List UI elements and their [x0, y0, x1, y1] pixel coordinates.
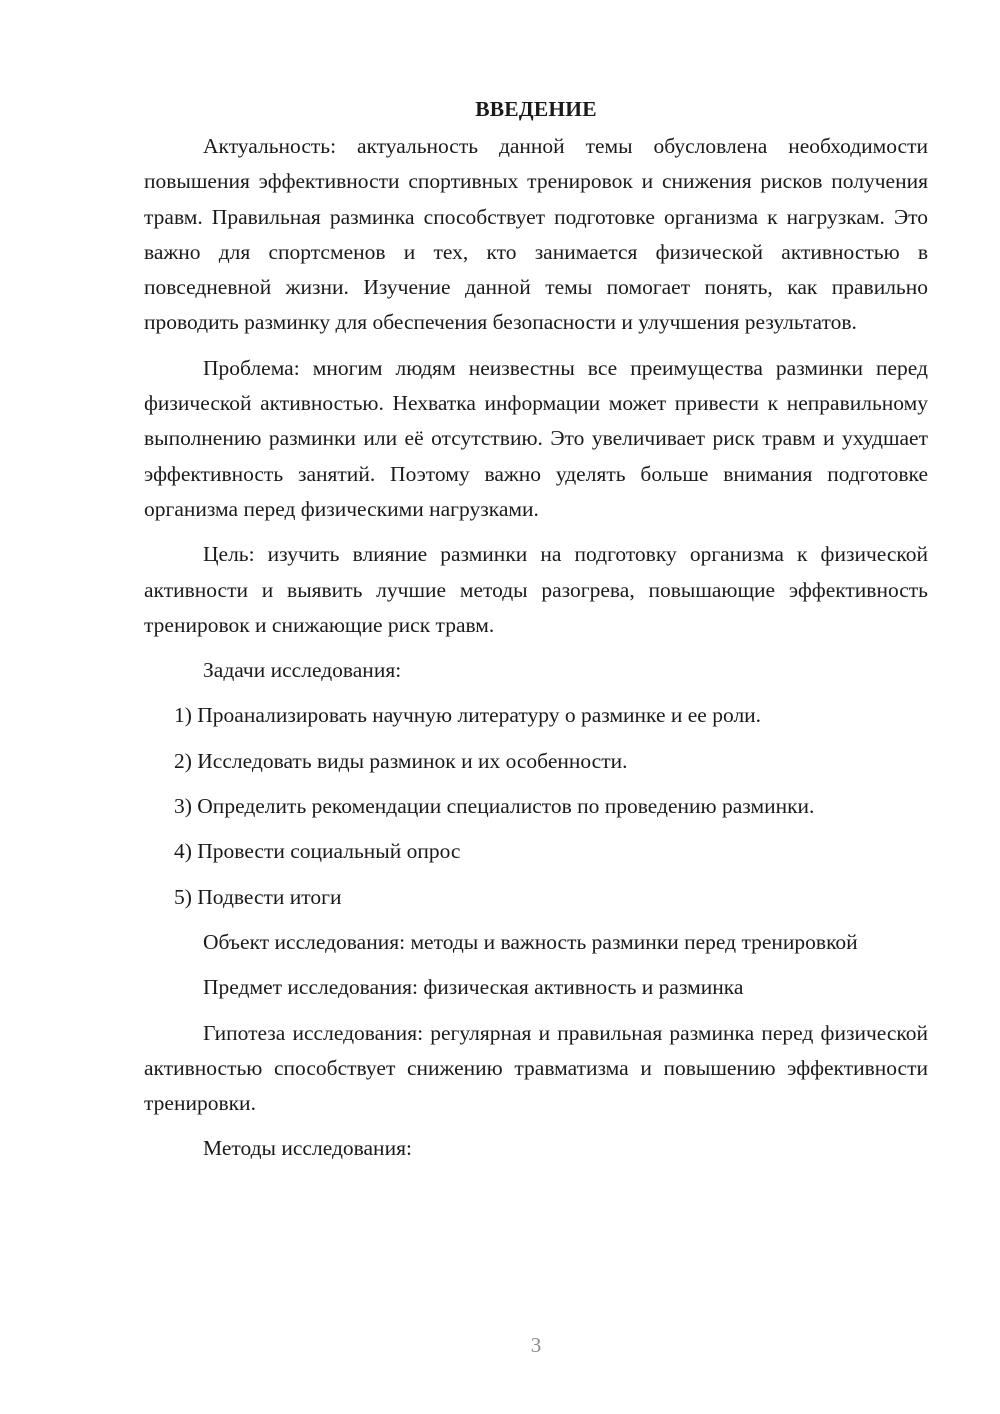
paragraph-problem: Проблема: многим людям неизвестны все преимущества разминки перед физической активностью. Нехватка информации может привести к неправильному выполнению разминки или её отсутствию. Это увеличивает риск травм и ухудшает эффективность занятий. Поэтому важно уделять больше внимания подготовке организма перед физическими нагрузками. [144, 355, 928, 521]
paragraph-goal: Цель: изучить влияние разминки на подготовку организма к физической активности и выявить лучшие методы разогрева, повышающие эффективность тренировок и снижающие риск травм. [144, 542, 928, 637]
task-item-1: 1) Проанализировать научную литературу о разминке и ее роли. [174, 703, 762, 728]
task-item-2: 2) Исследовать виды разминок и их особенности. [174, 748, 628, 773]
page-content [144, 92, 928, 1177]
task-item-4: 4) Провести социальный опрос [174, 839, 461, 864]
paragraph-subject: Предмет исследования: физическая активность и разминка [203, 975, 744, 1000]
methods-heading: Методы исследования: [203, 1136, 412, 1161]
tasks-heading: Задачи исследования: [203, 658, 402, 683]
paragraph-hypothesis: Гипотеза исследования: регулярная и правильная разминка перед физической активностью способствует снижению травматизма и повышению эффективности тренировки. [144, 1020, 928, 1116]
paragraph-relevance: Актуальность: актуальность данной темы обусловлена необходимости повышения эффективности спортивных тренировок и снижения рисков получения травм. Правильная разминка способствует подготовке организма к нагрузкам. Это важно для спортсменов и тех, кто занимается физической активностью в повседневной жизни. Изучение данной темы помогает понять, как правильно проводить разминку для обеспечения безопасности и улучшения результатов. [144, 134, 928, 335]
page-number: 3 [530, 1333, 542, 1357]
task-item-3: 3) Определить рекомендации специалистов по проведению разминки. [174, 794, 815, 819]
task-item-5: 5) Подвести итоги [174, 884, 342, 909]
paragraph-object: Объект исследования: методы и важность разминки перед тренировкой [203, 929, 858, 954]
section-title: ВВЕДЕНИЕ [475, 97, 597, 121]
